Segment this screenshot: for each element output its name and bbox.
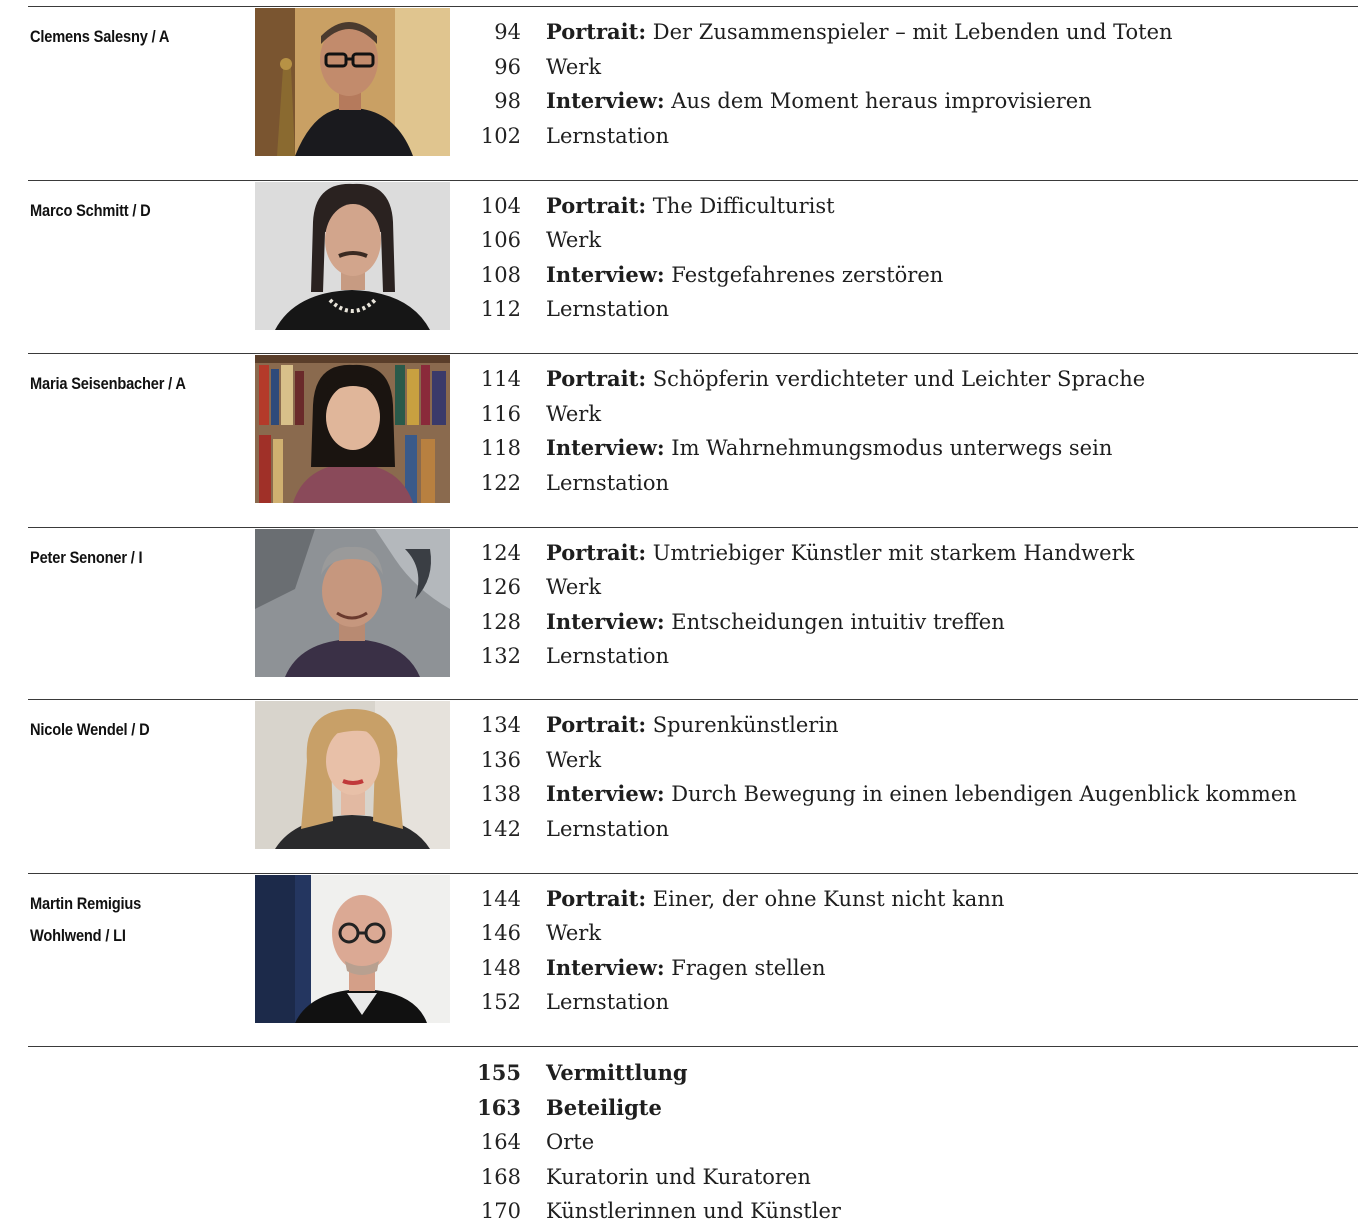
page-number: 146 (480, 921, 521, 946)
entry-title: Lernstation (546, 644, 669, 669)
toc-entry (468, 916, 1358, 951)
entry-type-label: Interview: (546, 88, 665, 114)
toc-entry (468, 466, 1358, 501)
entry-title: Fragen stellen (671, 955, 826, 980)
entry-title: Durch Bewegung in einen lebendigen Augenblick kommen (671, 782, 1297, 807)
page-number: 152 (480, 990, 521, 1015)
toc-entry (468, 119, 1358, 154)
artist-name: Clemens Salesny / A (30, 27, 170, 46)
entry-title: Umtriebiger Künstler mit starkem Handwerk (652, 540, 1135, 565)
entry-title: Festgefahrenes zerstören (671, 262, 944, 287)
toc-entry (468, 397, 1358, 432)
page-number: 163 (477, 1094, 521, 1120)
artist-portrait-photo (255, 8, 450, 156)
page-number: 164 (480, 1130, 521, 1155)
toc-entry (468, 84, 1358, 119)
page-number: 142 (480, 816, 521, 841)
entry-title: Werk (546, 54, 602, 79)
toc-entry (468, 882, 1358, 917)
toc-entry (468, 985, 1358, 1020)
toc-entry (468, 639, 1358, 674)
entry-title: Vermittlung (546, 1060, 688, 1085)
entry-type-label: Interview: (546, 954, 665, 980)
toc-entry (468, 223, 1358, 258)
entry-type-label: Interview: (546, 261, 665, 287)
entry-title: The Difficulturist (652, 193, 835, 218)
toc-entry (468, 570, 1358, 605)
page-number: 108 (480, 262, 521, 287)
entry-title: Werk (546, 747, 602, 772)
toc-entry (468, 536, 1358, 571)
artist-section-martin-remigius-wohlwend (28, 873, 1358, 1048)
toc-entries (468, 1056, 1358, 1229)
page-number: 122 (480, 470, 521, 495)
toc-entry (468, 1091, 1358, 1126)
toc-entries (468, 189, 1358, 327)
page-number: 138 (480, 782, 521, 807)
page-number: 155 (477, 1060, 521, 1085)
page-number: 114 (480, 367, 521, 391)
entry-title: Werk (546, 921, 602, 946)
entry-title: Einer, der ohne Kunst nicht kann (652, 886, 1005, 911)
artist-name: Nicole Wendel / D (30, 720, 150, 739)
page-number: 168 (480, 1164, 521, 1189)
artist-section-maria-seisenbacher (28, 353, 1358, 528)
entry-title: Werk (546, 401, 602, 426)
page-number: 132 (480, 644, 521, 669)
page-number: 94 (494, 20, 521, 44)
entry-title: Lernstation (546, 123, 669, 148)
entry-type-label: Interview: (546, 435, 665, 461)
page-number: 98 (494, 89, 521, 114)
artist-portrait-photo (255, 701, 450, 849)
entry-title: Orte (546, 1130, 595, 1155)
page-number: 126 (480, 575, 521, 600)
toc-entries (468, 362, 1358, 500)
toc-entry (468, 362, 1358, 397)
toc-entries (468, 708, 1358, 846)
entry-title: Kuratorin und Kuratoren (546, 1164, 811, 1189)
entry-type-label: Portrait: (546, 192, 647, 218)
entry-type-label: Portrait: (546, 539, 647, 565)
entry-title: Lernstation (546, 990, 669, 1015)
artist-section-marco-schmitt (28, 180, 1358, 355)
entry-type-label: Interview: (546, 781, 665, 807)
toc-entry (468, 50, 1358, 85)
artist-portrait-photo (255, 875, 450, 1023)
entry-title: Werk (546, 228, 602, 253)
page-number: 144 (480, 886, 521, 911)
artist-name: Maria Seisenbacher / A (30, 374, 186, 393)
entry-title: Im Wahrnehmungsmodus unterwegs sein (671, 436, 1113, 461)
entry-title: Lernstation (546, 470, 669, 495)
toc-entry (468, 708, 1358, 743)
toc-entry (468, 743, 1358, 778)
toc-entry (468, 292, 1358, 327)
page-number: 170 (480, 1199, 521, 1224)
toc-entry (468, 15, 1358, 50)
toc-entry (468, 1056, 1358, 1091)
toc-entry (468, 605, 1358, 640)
appendix-section (28, 1046, 1358, 1225)
entry-title: Beteiligte (546, 1094, 662, 1120)
entry-title: Aus dem Moment heraus improvisieren (671, 89, 1092, 114)
entry-title: Lernstation (546, 297, 669, 322)
entry-type-label: Portrait: (546, 19, 647, 44)
artist-section-clemens-salesny (28, 6, 1358, 181)
page-number: 118 (480, 436, 521, 461)
page-number: 136 (480, 747, 521, 772)
page-number: 102 (480, 123, 521, 148)
entry-title: Lernstation (546, 816, 669, 841)
toc-entries (468, 536, 1358, 674)
artist-name: Marco Schmitt / D (30, 200, 151, 220)
page-number: 106 (480, 228, 521, 253)
artist-portrait-photo (255, 182, 450, 330)
entry-title: Entscheidungen intuitiv treffen (671, 609, 1005, 634)
entry-title: Spurenkünstlerin (652, 713, 839, 737)
entry-title: Der Zusammenspieler – mit Lebenden und Toten (652, 20, 1173, 44)
entry-type-label: Portrait: (546, 712, 647, 737)
page-number: 124 (480, 540, 521, 565)
toc-entry (468, 1125, 1358, 1160)
entry-type-label: Portrait: (546, 366, 647, 391)
toc-entries (468, 15, 1358, 153)
entry-type-label: Interview: (546, 608, 665, 634)
page-number: 134 (480, 713, 521, 737)
page-number: 116 (480, 401, 521, 426)
artist-section-peter-senoner (28, 527, 1358, 702)
entry-title: Künstlerinnen und Künstler (546, 1199, 841, 1224)
toc-entry (468, 951, 1358, 986)
artist-portrait-photo (255, 355, 450, 503)
toc-entry (468, 258, 1358, 293)
entry-type-label: Portrait: (546, 885, 647, 911)
toc-entries (468, 882, 1358, 1020)
page-number: 104 (480, 193, 521, 218)
toc-entry (468, 189, 1358, 224)
toc-entry (468, 431, 1358, 466)
page-number: 96 (494, 54, 521, 79)
artist-name: Peter Senoner / I (30, 547, 143, 567)
artist-portrait-photo (255, 529, 450, 677)
toc-entry (468, 1160, 1358, 1195)
artist-name: Martin Remigius Wohlwend / LI (30, 893, 142, 945)
entry-title: Werk (546, 575, 602, 600)
page-number: 112 (480, 297, 521, 322)
page-number: 148 (480, 955, 521, 980)
toc-entry (468, 777, 1358, 812)
entry-title: Schöpferin verdichteter und Leichter Sprache (652, 367, 1146, 391)
toc-entry (468, 812, 1358, 847)
artist-section-nicole-wendel (28, 699, 1358, 874)
page-number: 128 (480, 609, 521, 634)
